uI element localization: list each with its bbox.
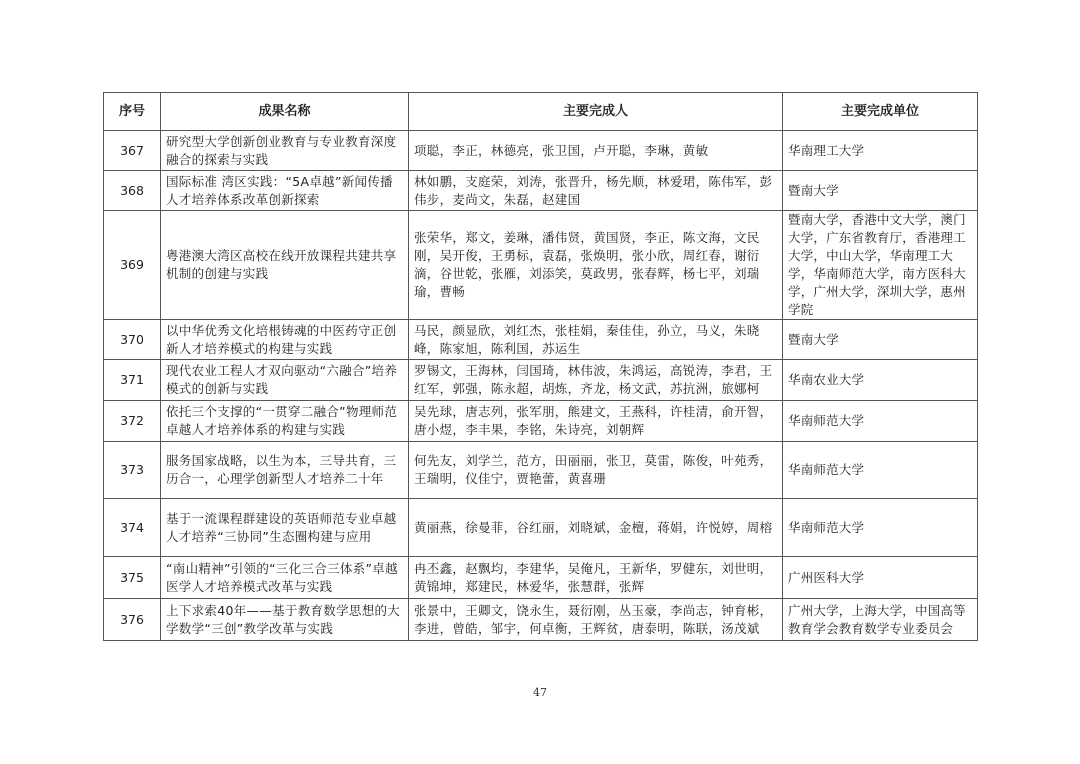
- row-unit: 华南师范大学: [783, 499, 978, 557]
- header-unit: 主要完成单位: [783, 93, 978, 131]
- row-no: 367: [104, 131, 161, 171]
- row-no: 376: [104, 599, 161, 641]
- row-name: “南山精神”引领的“三化三合三体系”卓越医学人才培养模式改革与实践: [161, 557, 409, 599]
- row-unit: 暨南大学: [783, 171, 978, 211]
- header-row: [104, 93, 978, 131]
- row-name: 依托三个支撑的“一贯穿二融合”物理师范卓越人才培养体系的构建与实践: [161, 401, 409, 442]
- header-name: 成果名称: [161, 93, 409, 131]
- table-row: [104, 442, 978, 499]
- row-no: 368: [104, 171, 161, 211]
- row-no: 372: [104, 401, 161, 442]
- row-no: 371: [104, 360, 161, 401]
- header-no: 序号: [104, 93, 161, 131]
- row-no: 374: [104, 499, 161, 557]
- row-no: 373: [104, 442, 161, 499]
- row-unit: 广州大学，上海大学，中国高等教育学会教育数学专业委员会: [783, 599, 978, 641]
- row-name: 基于一流课程群建设的英语师范专业卓越人才培养“三协同”生态圈构建与应用: [161, 499, 409, 557]
- page-number: 47: [533, 686, 547, 699]
- row-no: 369: [104, 211, 161, 320]
- row-name: 粤港澳大湾区高校在线开放课程共建共享机制的创建与实践: [161, 211, 409, 320]
- row-name: 国际标准 湾区实践：“5A卓越”新闻传播人才培养体系改革创新探索: [161, 171, 409, 211]
- row-people: 马民，颜显欣，刘红杰，张桂娟，秦佳佳，孙立，马义，朱晓峰，陈家旭，陈利国，苏运生: [409, 320, 783, 360]
- row-no: 370: [104, 320, 161, 360]
- row-unit: 暨南大学，香港中文大学，澳门大学，广东省教育厅，香港理工大学，中山大学，华南理工大学，华南师范大学，南方医科大学，广州大学，深圳大学，惠州学院: [783, 211, 978, 320]
- table-row: [104, 320, 978, 360]
- table-row: [104, 131, 978, 171]
- header-people: 主要完成人: [409, 93, 783, 131]
- row-name: 上下求索40年——基于教育数学思想的大学数学“三创”教学改革与实践: [161, 599, 409, 641]
- row-name: 以中华优秀文化培根铸魂的中医药守正创新人才培养模式的构建与实践: [161, 320, 409, 360]
- awards-table: [103, 92, 978, 641]
- row-name: 现代农业工程人才双向驱动“六融合”培养模式的创新与实践: [161, 360, 409, 401]
- table-row: [104, 599, 978, 641]
- row-people: 张荣华，郑文，姜琳，潘伟贤，黄国贤，李正，陈文海，文民刚，吴开俊，王勇标，袁磊，张焕明，张小欣，周红春，谢衍滴，谷世乾，张雁，刘添笑，莫政男，张春辉，杨七平，刘瑞瑜，曹畅: [409, 211, 783, 320]
- row-unit: 华南师范大学: [783, 442, 978, 499]
- table-row: [104, 401, 978, 442]
- row-unit: 暨南大学: [783, 320, 978, 360]
- row-people: 张景中，王卿文，饶永生，聂衍刚，丛玉豪，李尚志，钟育彬，李进，曾皓，邹宇，何卓衡，王辉贫，唐泰明，陈联，汤茂斌: [409, 599, 783, 641]
- row-people: 项聪，李正，林德亮，张卫国，卢开聪，李琳，黄敏: [409, 131, 783, 171]
- row-unit: 华南农业大学: [783, 360, 978, 401]
- row-people: 冉丕鑫，赵飘均，李建华，吴俺凡，王新华，罗健东，刘世明，黄锦坤，郑建民，林爱华，张慧群，张辉: [409, 557, 783, 599]
- row-unit: 华南理工大学: [783, 131, 978, 171]
- row-no: 375: [104, 557, 161, 599]
- row-people: 黄丽燕，徐曼菲，谷红丽，刘晓斌，金檀，蒋娟，许悦婷，周榕: [409, 499, 783, 557]
- table-row: [104, 360, 978, 401]
- row-name: 研究型大学创新创业教育与专业教育深度融合的探索与实践: [161, 131, 409, 171]
- table-row: [104, 211, 978, 320]
- row-people: 林如鹏，支庭荣，刘涛，张晋升，杨先顺，林爱珺，陈伟军，彭伟步，麦尚文，朱磊，赵建国: [409, 171, 783, 211]
- row-unit: 广州医科大学: [783, 557, 978, 599]
- table-row: [104, 557, 978, 599]
- row-people: 何先友，刘学兰，范方，田丽丽，张卫，莫雷，陈俊，叶苑秀，王瑞明，仪佳宁，贾艳蕾，黄喜珊: [409, 442, 783, 499]
- table-row: [104, 499, 978, 557]
- table-row: [104, 171, 978, 211]
- row-people: 罗锡文，王海林，闫国琦，林伟波，朱鸿运，高锐涛，李君，王红军，郭强，陈永超，胡炼，齐龙，杨文武，苏抗洲，旅娜柯: [409, 360, 783, 401]
- row-name: 服务国家战略，以生为本，三导共育，三历合一，心理学创新型人才培养二十年: [161, 442, 409, 499]
- row-unit: 华南师范大学: [783, 401, 978, 442]
- row-people: 吴先球，唐志列，张军朋，熊建文，王燕科，许桂清，俞开智，唐小煜，李丰果，李铭，朱诗亮，刘朝辉: [409, 401, 783, 442]
